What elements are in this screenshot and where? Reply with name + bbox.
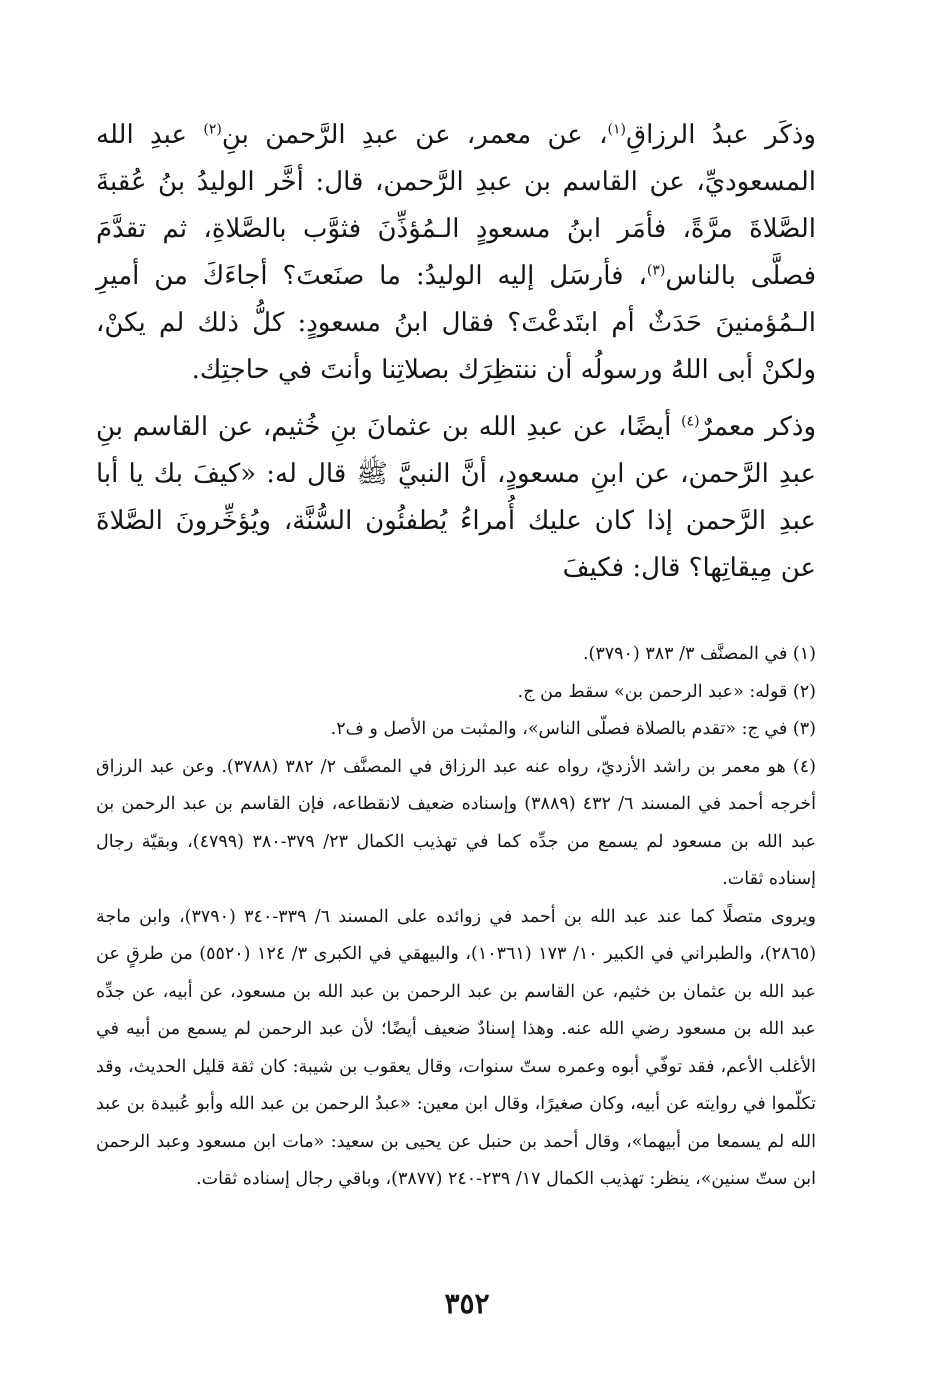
footnote-4-continuation: ويروى متصلًا كما عند عبد الله بن أحمد في زوائده على المسند ٦/ ٣٣٩-٣٤٠ (٣٧٩٠)، وابن ماجة (٢٨٦٥)، والطبراني في الكبير ١٠/ ١٧٣ (١٠٣٦١)، والبيهقي في الكبرى ٣/ ١٢٤ (٥٥٢٠) من طرقٍ عن عبد الله بن عثمان بن خثيم، عن القاسم بن عبد الرحمن بن عبد الله بن مسعود، عن أبيه، عن جدِّه عبد الله بن مسعود رضي الله عنه. وهذا إسنادٌ ضعيف أيضًا؛ لأن عبد الرحمن لم يسمع من أبيه في الأغلب الأعم، فقد توفّي أبوه وعمره ستّ سنوات، وقال يعقوب بن شيبة: كان ثقة قليل الحديث، وقد تكلّموا في روايته عن أبيه، وكان صغيرًا، وقال ابن معين: «عبدُ الرحمن بن عبد الله وأبو عُبيدة بن عبد الله لم يسمعا من أبيهما»، وقال أحمد بن حنبل عن يحيى بن سعيد: «مات ابن مسعود وعبد الرحمن ابن ستّ سنين»، ينظر: تهذيب الكمال ١٧/ ٢٣٩-٢٤٠ (٣٨٧٧)، وباقي رجال إسناده ثقات.	[96, 906, 817, 1189]
page-content	[96, 112, 816, 1199]
text-segment: ، فأرسَل إليه الوليدُ: ما صنَعتَ؟ أجاءَكَ من أميرِ الـمُؤمنينَ حَدَثٌ أم ابتَدعْتَ؟ فقال ابنُ مسعودٍ: كلُّ ذلك لم يكنْ، ولكنْ أبى اللهُ ورسولُه أن ننتظِرَك بصلاتِنا وأنتَ في حاجتِك.	[96, 261, 816, 385]
footnote-3: (٣) في ج: «تقدم بالصلاة فصلّى الناس»، والمثبت من الأصل و ف٢.	[330, 719, 816, 739]
text-segment: عبدِ الله المسعوديِّ، عن القاسم بن عبدِ الرَّحمن، قال: أخَّر الوليدُ بنُ عُقبةَ الصَّلاةَ مرَّةً، فأمَر ابنُ مسعودٍ الـمُؤذِّنَ فثوَّب بالصَّلاةِ، ثم تقدَّمَ فصلَّى بالناس	[96, 120, 817, 291]
footnote-ref-1[interactable]: (١)	[607, 121, 626, 138]
footnote-ref-2[interactable]: (٢)	[203, 121, 222, 138]
footnote-2: (٢) قوله: «عبد الرحمن بن» سقط من ج.	[517, 681, 816, 702]
text-segment: أيضًا، عن عبدِ الله بن عثمانَ بنِ خُثيم، عن القاسم بنِ عبدِ الرَّحمن، عن ابنِ مسعودٍ، أنَّ النبيَّ ﷺ قال له: «كيفَ بك يا أبا عبدِ الرَّحمن إذا كان عليك أُمراءُ يُطفئُون السُّنَّة، ويُؤخِّرونَ الصَّلاةَ عن مِيقاتِها؟ قال: فكيفَ	[96, 412, 816, 583]
paragraph-1	[96, 112, 816, 394]
main-text	[96, 112, 816, 592]
text-segment: وذكَر عبدُ الرزاقِ	[626, 120, 816, 150]
footnote-4: (٤) هو معمر بن راشد الأزديّ، رواه عنه عبد الرزاق في المصنَّف ٢/ ٣٨٢ (٣٧٨٨). وعن عبد الرزاق أخرجه أحمد في المسند ٦/ ٤٣٢ (٣٨٨٩) وإسناده ضعيف لانقطاعه، فإن القاسم بن عبد الرحمن بن عبد الله بن مسعود لم يسمع من جدِّه كما في تهذيب الكمال ٢٣/ ٣٧٩-٣٨٠ (٤٧٩٩)، وبقيّة رجال إسناده ثقات.	[96, 756, 816, 889]
footnote-ref-4[interactable]: (٤)	[681, 413, 700, 430]
footnotes-section	[96, 636, 816, 1199]
footnote-1: (١) في المصنَّف ٣/ ٣٨٣ (٣٧٩٠).	[582, 644, 816, 664]
paragraph-2	[96, 404, 816, 592]
footnote-ref-3[interactable]: (٣)	[646, 262, 666, 279]
page-number: ٣٥٢	[444, 1287, 490, 1320]
text-segment: ، عن معمر، عن عبدِ الرَّحمن بنِ	[221, 120, 608, 150]
text-segment: وذكر معمرٌ	[699, 412, 816, 442]
